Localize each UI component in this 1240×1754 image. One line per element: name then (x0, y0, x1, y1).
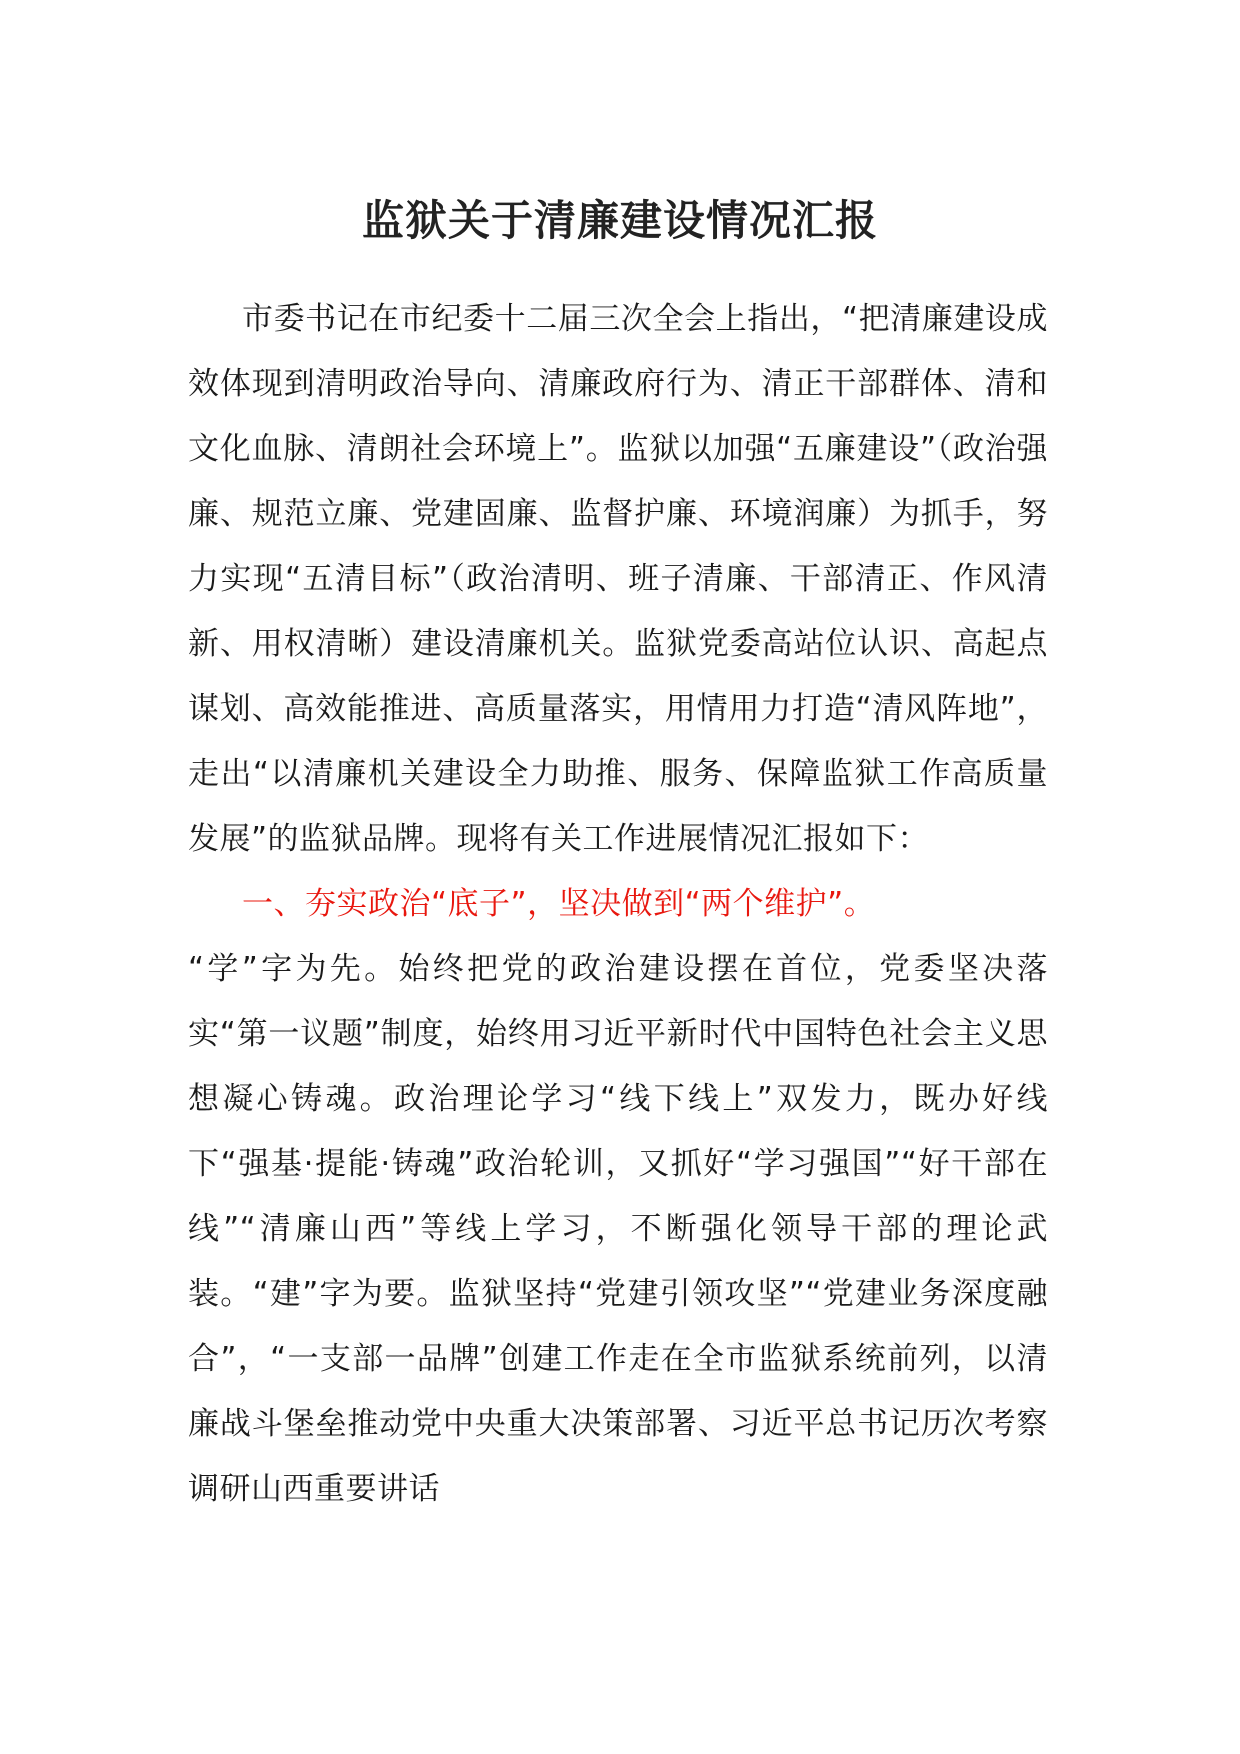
document-title: 监狱关于清廉建设情况汇报 (361, 196, 878, 245)
document-body (188, 287, 1048, 1522)
section-heading-1: 一、夯实政治“底子”，坚决做到“两个维护”。 (242, 886, 876, 922)
section-1-paragraph: “学”字为先。始终把党的政治建设摆在首位，党委坚决落实“第一议题”制度，始终用习近平新时代中国特色社会主义思想凝心铸魂。政治理论学习“线下线上”双发力，既办好线下“强基·提能·铸魂”政治轮训，又抓好“学习强国”“好干部在线”“清廉山西”等线上学习，不断强化领导干部的理论武装。“建”字为要。监狱坚持“党建引领攻坚”“党建业务深度融合”，“一支部一品牌”创建工作走在全市监狱系统前列，以清廉战斗堡垒推动党中央重大决策部署、习近平总书记历次考察调研山西重要讲话 (188, 951, 1048, 1507)
intro-paragraph: 市委书记在市纪委十二届三次全会上指出，“把清廉建设成效体现到清明政治导向、清廉政府行为、清正干部群体、清和文化血脉、清朗社会环境上”。监狱以加强“五廉建设”（政治强廉、规范立廉、党建固廉、监督护廉、环境润廉）为抓手，努力实现“五清目标”（政治清明、班子清廉、干部清正、作风清新、用权清晰）建设清廉机关。监狱党委高站位认识、高起点谋划、高效能推进、高质量落实，用情用力打造“清风阵地”，走出“以清廉机关建设全力助推、服务、保障监狱工作高质量发展”的监狱品牌。现将有关工作进展情况汇报如下： (188, 301, 1048, 857)
